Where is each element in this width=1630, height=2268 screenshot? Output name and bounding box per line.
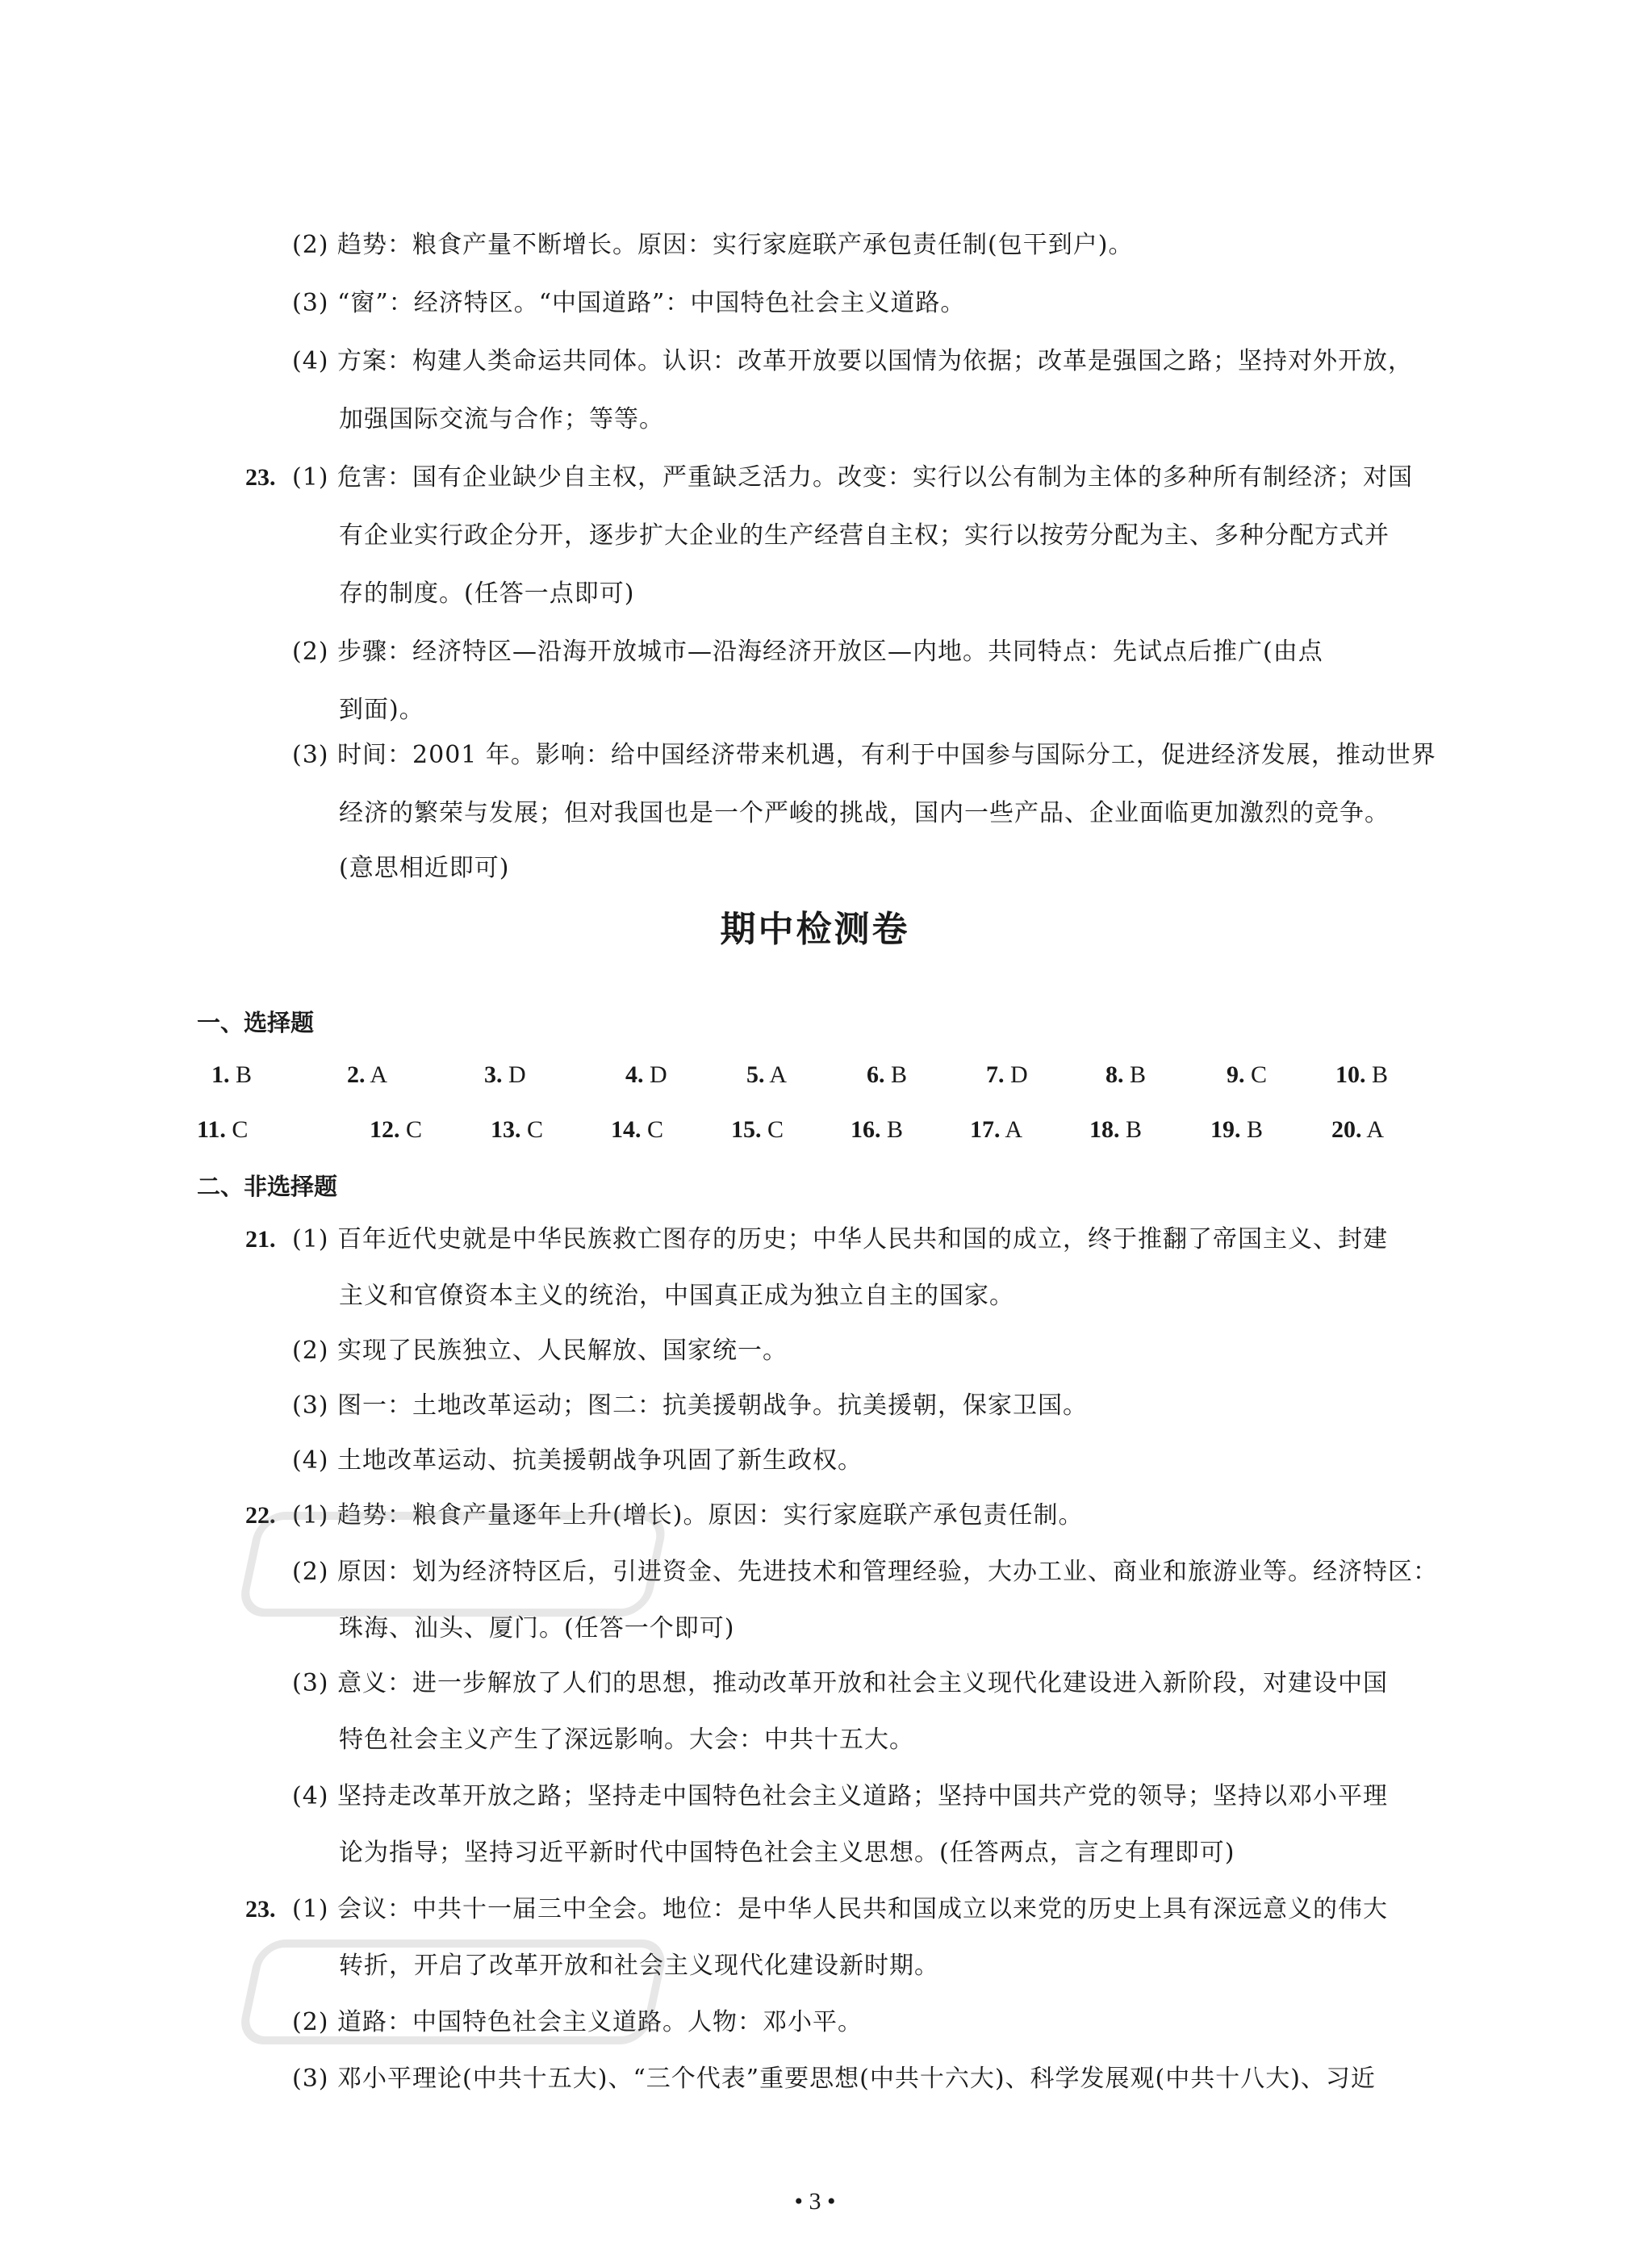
question-number: 22. xyxy=(245,1502,276,1529)
page-title: 期中检测卷 xyxy=(720,909,910,950)
choice-answer: 12. C xyxy=(370,1116,423,1143)
choice-answer: 9. C xyxy=(1227,1061,1268,1088)
question-number: 23. xyxy=(245,464,276,491)
choice-answer: 2. A xyxy=(347,1061,388,1088)
section-heading-choice: 一、选择题 xyxy=(197,1009,315,1036)
answer-line: (2) 道路：中国特色社会主义道路。人物：邓小平。 xyxy=(292,2008,863,2036)
answer-line: (1) 百年近代史就是中华民族救亡图存的历史；中华人民共和国的成立，终于推翻了帝国主义、封建 xyxy=(292,1225,1389,1253)
prev-line: (2) 趋势：粮食产量不断增长。原因：实行家庭联产承包责任制(包干到户)。 xyxy=(292,231,1134,259)
watermark-logo xyxy=(222,1911,681,2098)
choice-answer: 15. C xyxy=(731,1116,784,1143)
answer-line: 论为指导；坚持习近平新时代中国特色社会主义思想。(任答两点，言之有理即可) xyxy=(339,1839,1235,1867)
choice-answer: 14. C xyxy=(611,1116,664,1143)
answer-line: 珠海、汕头、厦门。(任答一个即可) xyxy=(339,1614,735,1642)
answer-line: 转折，开启了改革开放和社会主义现代化建设新时期。 xyxy=(339,1952,939,1980)
answer-line: (1) 趋势：粮食产量逐年上升(增长)。原因：实行家庭联产承包责任制。 xyxy=(292,1501,1084,1529)
prev-line: 加强国际交流与合作；等等。 xyxy=(339,405,664,433)
choice-answer: 11. C xyxy=(197,1116,249,1143)
choice-answer: 17. A xyxy=(970,1116,1023,1143)
watermark-logo xyxy=(222,1483,681,1670)
prev-line: 到面)。 xyxy=(339,696,424,724)
choice-answer: 6. B xyxy=(867,1061,908,1088)
answer-line: (3) 邓小平理论(中共十五大)、“三个代表”重要思想(中共十六大)、科学发展观(中共十八大)、习近 xyxy=(292,2065,1376,2093)
prev-line: (2) 步骤：经济特区—沿海开放城市—沿海经济开放区—内地。共同特点：先试点后推广(由点 xyxy=(292,638,1323,666)
prev-line: 存的制度。(任答一点即可) xyxy=(339,580,635,608)
prev-line: 有企业实行政企分开，逐步扩大企业的生产经营自主权；实行以按劳分配为主、多种分配方式并 xyxy=(339,521,1390,550)
choice-answer: 1. B xyxy=(211,1061,253,1088)
prev-line: 经济的繁荣与发展；但对我国也是一个严峻的挑战，国内一些产品、企业面临更加激烈的竞争。 xyxy=(339,799,1390,827)
prev-line: (1) 危害：国有企业缺少自主权，严重缺乏活力。改变：实行以公有制为主体的多种所有制经济；对国 xyxy=(292,463,1414,492)
choice-answer: 5. A xyxy=(746,1061,788,1088)
question-number: 23. xyxy=(245,1896,276,1923)
choice-answer: 7. D xyxy=(986,1061,1028,1088)
choice-answer: 10. B xyxy=(1335,1061,1389,1088)
answer-line: (1) 会议：中共十一届三中全会。地位：是中华人民共和国成立以来党的历史上具有深远意义的伟大 xyxy=(292,1895,1389,1923)
choice-answer: 13. C xyxy=(491,1116,544,1143)
question-number: 21. xyxy=(245,1226,276,1253)
section-heading-nonchoice: 二、非选择题 xyxy=(197,1173,338,1200)
choice-answer: 20. A xyxy=(1331,1116,1385,1143)
answer-line: (2) 原因：划为经济特区后，引进资金、先进技术和管理经验，大办工业、商业和旅游业等。经济特区： xyxy=(292,1558,1439,1586)
choice-answer: 3. D xyxy=(484,1061,526,1088)
choice-answer: 8. B xyxy=(1105,1061,1147,1088)
answer-line: (4) 坚持走改革开放之路；坚持走中国特色社会主义道路；坚持中国共产党的领导；坚持以邓小平理 xyxy=(292,1782,1389,1810)
choice-answer: 18. B xyxy=(1089,1116,1143,1143)
answer-line: 主义和官僚资本主义的统治，中国真正成为独立自主的国家。 xyxy=(339,1282,1014,1310)
answer-line: 特色社会主义产生了深远影响。大会：中共十五大。 xyxy=(339,1726,914,1754)
prev-line: (3) 时间：2001 年。影响：给中国经济带来机遇，有利于中国参与国际分工，促进经济发展，推动世界 xyxy=(292,741,1436,769)
answer-line: (3) 图一：土地改革运动；图二：抗美援朝战争。抗美援朝，保家卫国。 xyxy=(292,1391,1089,1420)
answer-line: (4) 土地改革运动、抗美援朝战争巩固了新生政权。 xyxy=(292,1446,863,1475)
answer-line: (2) 实现了民族独立、人民解放、国家统一。 xyxy=(292,1337,788,1365)
choice-answer: 4. D xyxy=(625,1061,667,1088)
page-number: • 3 • xyxy=(794,2188,836,2215)
prev-line: (3) “窗”：经济特区。“中国道路”：中国特色社会主义道路。 xyxy=(292,289,966,317)
choice-answer: 19. B xyxy=(1210,1116,1264,1143)
choice-answer: 16. B xyxy=(851,1116,904,1143)
answer-line: (3) 意义：进一步解放了人们的思想，推动改革开放和社会主义现代化建设进入新阶段，对建设中国 xyxy=(292,1669,1389,1697)
prev-line: (意思相近即可) xyxy=(339,854,510,882)
prev-line: (4) 方案：构建人类命运共同体。认识：改革开放要以国情为依据；改革是强国之路；坚持对外开放， xyxy=(292,347,1414,375)
